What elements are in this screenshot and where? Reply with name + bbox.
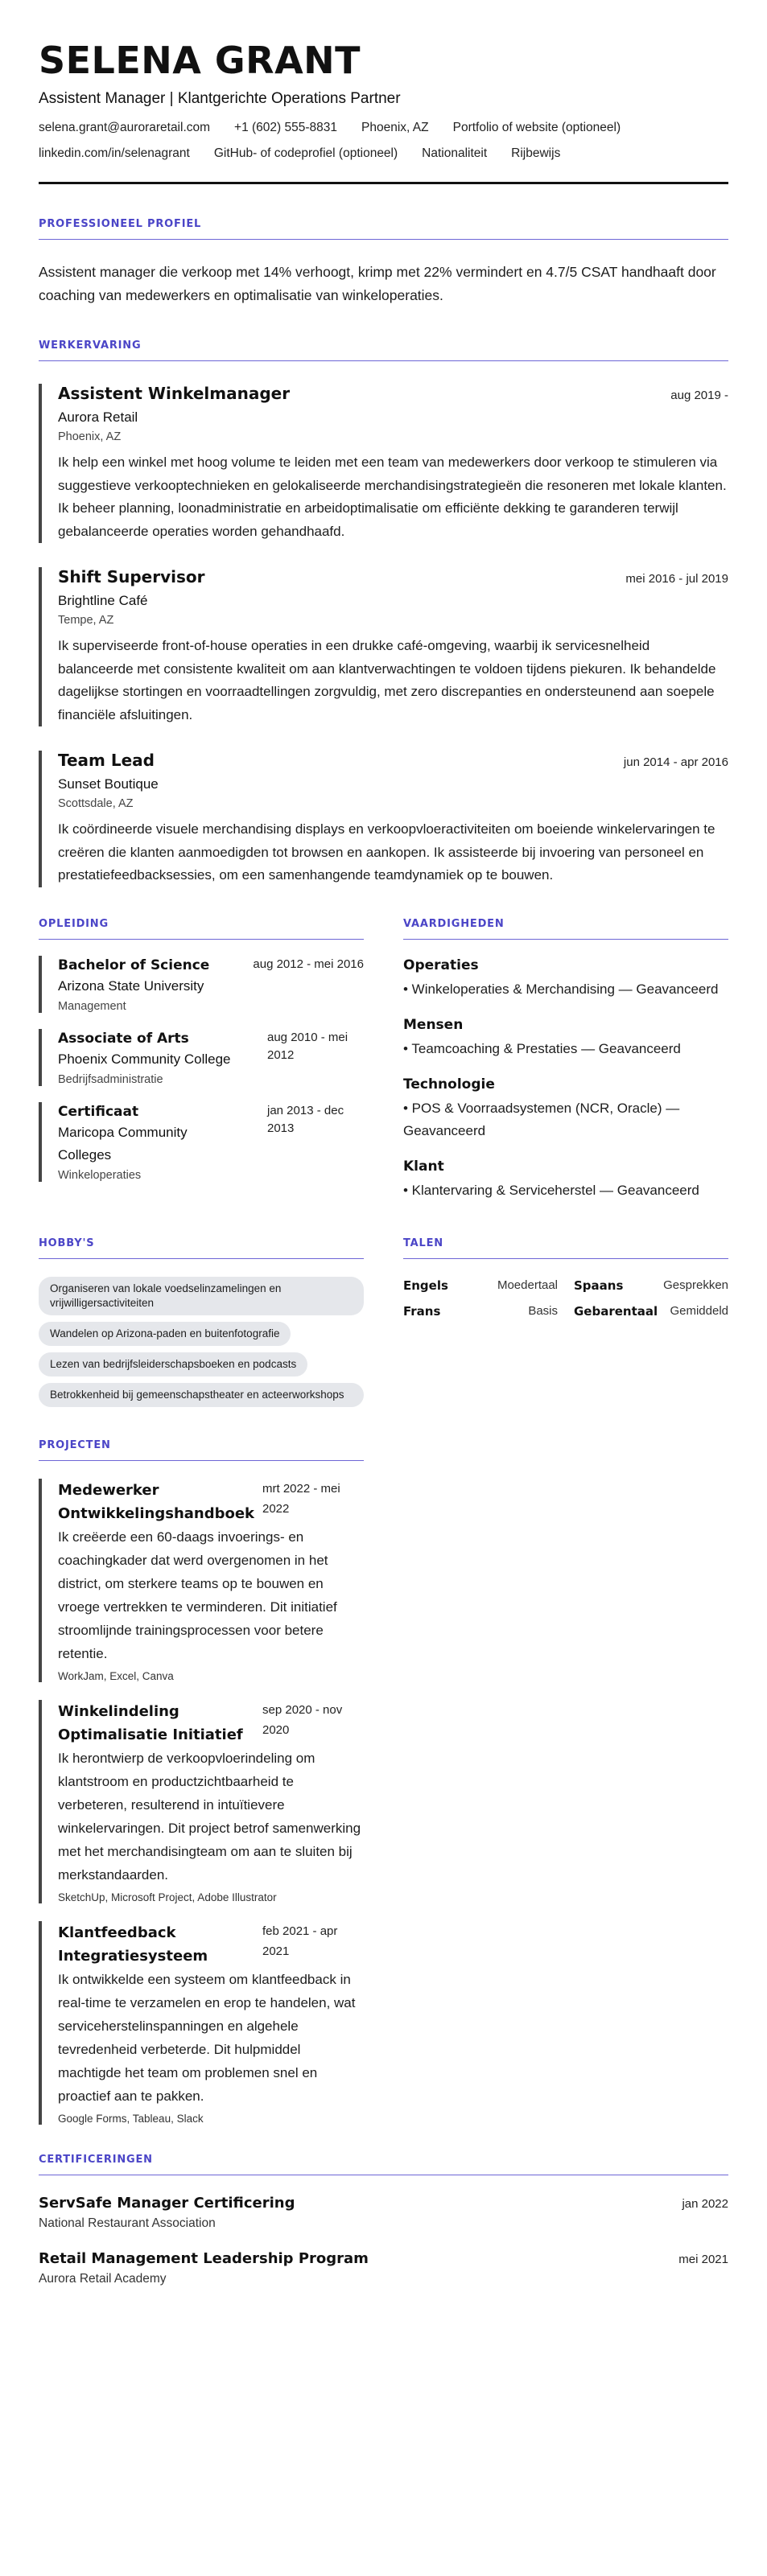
language-item: [403, 1278, 558, 1293]
experience-item: [39, 384, 728, 543]
project-title: Klantfeedback Integratiesysteem: [58, 1924, 208, 1965]
project-item: [39, 1700, 364, 1903]
section-title: TALEN: [403, 1237, 728, 1259]
certifications-section: [39, 2154, 728, 2286]
section-title: OPLEIDING: [39, 918, 364, 940]
field-of-study: Winkeloperaties: [58, 1168, 142, 1182]
project-description: Ik creëerde een 60-daags invoerings- en coachingkader dat werd overgenomen in het district, om sterkere teams op te bouwen en vroege vertrekken te verminderen. Dit initiatief stroomlijnde trainingsprocessen voor betere retentie.: [58, 1529, 337, 1661]
degree: Associate of Arts: [58, 1030, 189, 1047]
skill-category: Technologie: [403, 1076, 495, 1093]
degree: Bachelor of Science: [58, 957, 210, 973]
projects-section: [39, 1439, 364, 2125]
certification-date: mei 2021: [678, 2252, 728, 2266]
job-title: Assistent Winkelmanager: [58, 384, 291, 403]
education-dates: aug 2010 - mei 2012: [267, 1030, 348, 1062]
degree: Certificaat: [58, 1103, 139, 1120]
contact-github[interactable]: GitHub- of codeprofiel (optioneel): [213, 146, 398, 160]
project-description: Ik herontwierp de verkoopvloerindeling om klantstroom en productzichtbaarheid te verbeteren, resulterend in intuïtievere winkelervaringen. Dit project betrof samenwerking met het merchandisingteam om aan te sluiten bij merkstandaarden.: [58, 1750, 361, 1883]
language-name: Frans: [403, 1303, 441, 1319]
project-dates: feb 2021 - apr 2021: [262, 1924, 338, 1958]
skill-item: • Teamcoaching & Prestaties — Geavanceerd: [403, 1040, 681, 1056]
education-dates: jan 2013 - dec 2013: [267, 1103, 344, 1135]
hobby-list: [39, 1270, 364, 1407]
contact-email[interactable]: selena.grant@auroraretail.com: [39, 121, 211, 134]
certification-issuer: Aurora Retail Academy: [39, 2271, 167, 2286]
candidate-name: SELENA GRANT: [39, 39, 361, 82]
profile-summary: Assistent manager die verkoop met 14% verhoogt, krimp met 22% vermindert en 4.7/5 CSAT handhaaft door coaching van medewerkers en optimalisatie van winkeloperaties.: [39, 264, 716, 303]
job-dates: jun 2014 - apr 2016: [623, 755, 728, 769]
education-section: [39, 918, 364, 1202]
skill-category: Mensen: [403, 1016, 464, 1033]
hobby-tag: Organiseren van lokale voedselinzamelingen en vrijwilligersactiviteiten: [39, 1277, 364, 1315]
project-tools: WorkJam, Excel, Canva: [58, 1669, 174, 1682]
field-of-study: Bedrijfsadministratie: [58, 1072, 163, 1086]
language-item: [574, 1304, 728, 1319]
job-dates: mei 2016 - jul 2019: [625, 572, 728, 586]
employer: Sunset Boutique: [58, 776, 159, 792]
skills-section: [403, 918, 728, 1202]
language-item: [403, 1304, 558, 1319]
project-tools: Google Forms, Tableau, Slack: [58, 2112, 204, 2125]
skill-item: • Winkeloperaties & Merchandising — Geavanceerd: [403, 981, 719, 997]
resume-header: [39, 39, 728, 184]
education-skills-row: [39, 918, 728, 1202]
contact-nationality: Nationaliteit: [422, 146, 488, 160]
certification-name: Retail Management Leadership Program: [39, 2249, 369, 2267]
language-list: [403, 1278, 728, 1319]
section-title: WERKERVARING: [39, 339, 728, 361]
experience-section: [39, 339, 728, 887]
profile-section: [39, 218, 728, 307]
school: Phoenix Community College: [58, 1051, 231, 1067]
skill-category: Klant: [403, 1158, 444, 1175]
job-dates: aug 2019 -: [670, 389, 728, 402]
contact-list: [39, 121, 731, 161]
project-item: [39, 1921, 364, 2125]
job-title: Team Lead: [58, 751, 155, 770]
experience-item: [39, 751, 728, 887]
header-divider: [39, 182, 728, 184]
certification-date: jan 2022: [682, 2196, 728, 2211]
hobby-tag: Betrokkenheid bij gemeenschapstheater en acteerworkshops: [39, 1383, 364, 1407]
skill-item: • Klantervaring & Serviceherstel — Geavanceerd: [403, 1182, 699, 1198]
project-dates: mrt 2022 - mei 2022: [262, 1481, 340, 1516]
contact-location: Phoenix, AZ: [361, 121, 429, 134]
hobbies-languages-row: [39, 1237, 728, 1407]
section-title: VAARDIGHEDEN: [403, 918, 728, 940]
languages-section: [403, 1237, 728, 1407]
language-level: Basis: [528, 1303, 558, 1318]
hobbies-section: [39, 1237, 364, 1407]
field-of-study: Management: [58, 999, 126, 1013]
language-item: [574, 1278, 728, 1293]
contact-linkedin[interactable]: linkedin.com/in/selenagrant: [39, 146, 190, 160]
job-description: Ik coördineerde visuele merchandising displays en verkoopvloeractiviteiten om boeiende winkelervaringen te creëren die klanten aanmoedigden tot browsen en aankopen. Ik assisteerde bij invoering van personeel en prestatiefeedbacksessies, om een samenhangende teamdynamiek op te bouwen.: [58, 821, 715, 883]
job-description: Ik superviseerde front-of-house operaties in een drukke café-omgeving, waarbij ik servicesnelheid balanceerde met consistente kwaliteit om aan klantverwachtingen te voldoen tijdens piekuren. Ik behandelde dagelijkse stortingen en voorraadtellingen zorgvuldig, met zero discrepanties en ondersteunend aan soepele financiële afsluitingen.: [58, 638, 716, 722]
education-dates: aug 2012 - mei 2016: [253, 957, 364, 971]
certification-issuer: National Restaurant Association: [39, 2216, 216, 2230]
project-tools: SketchUp, Microsoft Project, Adobe Illustrator: [58, 1891, 277, 1903]
job-location: Scottsdale, AZ: [58, 797, 134, 810]
experience-item: [39, 567, 728, 726]
language-name: Spaans: [574, 1278, 624, 1293]
job-description: Ik help een winkel met hoog volume te leiden met een team van medewerkers door verkoop te stimuleren via suggestieve verkooptechnieken en gelokaliseerde merchandisingstrategieën die resoneren met lokale klanten. Ik beheer planning, loonadministratie en arbeidoptimalisatie om efficiënte dekking te garanderen terwijl gebalanceerde operaties worden gehandhaafd.: [58, 455, 727, 539]
job-location: Phoenix, AZ: [58, 430, 122, 443]
certification-item: [39, 2250, 728, 2286]
job-location: Tempe, AZ: [58, 614, 114, 627]
skill-item: • POS & Voorraadsystemen (NCR, Oracle) — Geavanceerd: [403, 1100, 680, 1138]
language-level: Gemiddeld: [670, 1303, 728, 1318]
language-level: Moedertaal: [497, 1278, 558, 1292]
hobby-tag: Lezen van bedrijfsleiderschapsboeken en podcasts: [39, 1352, 307, 1376]
section-title: HOBBY'S: [39, 1237, 364, 1259]
hobby-tag: Wandelen op Arizona-paden en buitenfotografie: [39, 1322, 291, 1346]
project-title: Medewerker Ontwikkelingshandboek: [58, 1481, 255, 1522]
section-title: PROFESSIONEEL PROFIEL: [39, 218, 728, 240]
education-item: [39, 956, 364, 1013]
school: Maricopa Community Colleges: [58, 1124, 188, 1162]
education-item: [39, 1102, 364, 1182]
project-item: [39, 1479, 364, 1682]
section-title: CERTIFICERINGEN: [39, 2154, 728, 2175]
project-title: Winkelindeling Optimalisatie Initiatief: [58, 1702, 243, 1743]
contact-phone[interactable]: +1 (602) 555-8831: [234, 121, 338, 134]
job-title: Shift Supervisor: [58, 567, 205, 586]
employer: Aurora Retail: [58, 409, 138, 425]
contact-drivers-license: Rijbewijs: [511, 146, 561, 160]
language-name: Engels: [403, 1278, 448, 1293]
school: Arizona State University: [58, 977, 204, 994]
employer: Brightline Café: [58, 593, 148, 608]
certification-name: ServSafe Manager Certificering: [39, 2194, 295, 2212]
section-title: PROJECTEN: [39, 1439, 364, 1461]
skill-category: Operaties: [403, 957, 479, 973]
certification-item: [39, 2195, 728, 2231]
language-level: Gesprekken: [663, 1278, 728, 1292]
headline: Assistent Manager | Klantgerichte Operations Partner: [39, 90, 401, 107]
project-dates: sep 2020 - nov 2020: [262, 1702, 343, 1737]
education-item: [39, 1029, 364, 1086]
language-name: Gebarentaal: [574, 1303, 658, 1319]
project-description: Ik ontwikkelde een systeem om klantfeedback in real-time te verzamelen en erop te handelen, wat serviceherstelinspanningen en algehele tevredenheid verbeterde. Dit hulpmiddel machtigde het team om problemen snel en proactief aan te pakken.: [58, 1971, 356, 2104]
contact-portfolio[interactable]: Portfolio of website (optioneel): [452, 121, 621, 134]
